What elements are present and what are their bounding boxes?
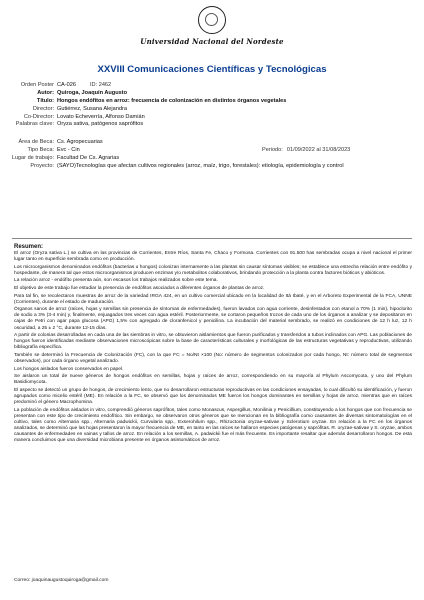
periodo-label: Periodo: [262, 147, 283, 154]
autor-label: Autor: [37, 89, 54, 96]
palabras-value: Oryza sativa, patógenos saprófitos [57, 121, 144, 128]
orden-poster-value: CA-026 [57, 82, 76, 88]
resumen-paragraph: Para tal fin, se recolectaron muestras de arroz de la variedad IRGA 424, en un cultivo comercial ubicado en la localidad de Itá Ibaté, y en el Arboreto Experimental de la FCA, UNNE (Corrientes), durante el estado de maduración. [14, 293, 412, 305]
autor-value: Quiroga, Joaquín Augusto [57, 89, 128, 96]
resumen-paragraph: El objetivo de este trabajo fue estudiar la presencia de endófitos asociados a diferentes órganos de plantas de arroz. [14, 286, 265, 292]
resumen-paragraph: Se aislaron un total de nueve géneros de hongos endófitos en semillas, hojas y raíces de arroz, correspondiendo en su mayoría al Phylum Ascomycota, y uno del Phylum Basidiomycota. [14, 374, 412, 386]
metadata-block [0, 82, 424, 179]
palabras-label: Palabras clave: [15, 121, 54, 128]
meta-row-autor [0, 90, 424, 98]
resumen-paragraph: Órganos sanos de arroz (raíces, hojas y semillas sin presencia de síntomas de enfermedades), fueron lavados con agua corriente, desinfestados con etanol a 70% (1 min), hipoclorito de sodio a 3% (3-4 min) y, finalmente, enjuagados tres veces con agua estéril. Posteriormente, se cortaron pequeños trozos de cada uno de los órganos a analizar y se depositaron en cajas de Petri con agar papa glucosa (APG) 1,5% con agregado de cloranfenicol y penicilina. La incubación del material sembrado, se realizó en condiciones de 12 h luz, 12 h oscuridad, a 25 ± 2 °C, durante 12-15 días. [14, 307, 412, 331]
section-divider [12, 238, 412, 239]
area-value: Cs. Agropecuarias [57, 139, 103, 146]
resumen-paragraph: Los hongos aislados fueron conservados en papel. [14, 366, 124, 372]
university-name: Universidad Nacional del Nordeste [140, 37, 284, 46]
titulo-label: Título: [36, 97, 54, 104]
tipo-label: Tipo Beca: [27, 147, 54, 154]
titulo-value: Hongos endófitos en arroz: frecuencia de colonización en distintos órganos vegetales [57, 97, 287, 104]
university-seal-icon [198, 6, 226, 34]
resumen-heading: Resumen: [14, 244, 44, 250]
codirector-value: Lovato Echeverría, Alfonso Damián [57, 113, 145, 120]
resumen-paragraph: También se determinó la Frecuencia de Colonización (FC), con la que FC = No/Nt ×100 (No: número de segmentos colonizados por cada hongo, Nt: número total de segmentos observados), por cada órgano vegetal analizado. [14, 352, 412, 364]
meta-row-titulo [0, 98, 424, 106]
proyecto-value: (SAYO)Tecnologías que afectan cultivos regionales (arroz, maíz, trigo, forestales): etiología, epidemiología y control [57, 163, 344, 170]
codirector-label: Co-Director: [23, 113, 54, 120]
meta-row-lugar [0, 155, 424, 163]
meta-row-director [0, 106, 424, 114]
lugar-value: Facultad De Cs. Agrarias [57, 155, 120, 162]
area-label: Área de Beca: [18, 139, 54, 146]
meta-row-palabras [0, 121, 424, 129]
resumen-paragraph: La relación arroz - endófito presenta aún, son escasos los trabajos realizados sobre este tema. [14, 278, 218, 284]
periodo-value: 01/09/2022 al 31/08/2023 [286, 147, 351, 154]
resumen-paragraph: El aspecto se detectó un grupo de hongos, de crecimiento lento, que no desarrollaron estructuras reproductivas en las condiciones ensayadas, lo cual dificultó su identificación, y fueron agrupados como micelio estéril (ME). En relación a la FC, se observó que los denominados ME fueron los hongos dominantes en semillas y hojas de arroz, mientras que en raíces predominó el género Macrophomina. [14, 387, 412, 406]
director-label: Director: [32, 105, 54, 112]
resumen-paragraph: El arroz (Oryza sativa L.) se cultiva en las provincias de Corrientes, Entre Ríos, Santa Fe, Chaco y Formosa. Corrientes con 91.500 has sembradas ocupa a nivel nacional el primer lugar tanto en superficie sembrada como en producción. [14, 251, 412, 263]
director-value: Gutiérrez, Susana Alejandra [57, 105, 127, 112]
meta-row-tipo [0, 147, 424, 155]
meta-row-orden [0, 82, 424, 90]
contact-email: Correo: joaquinaugustoquiroga@gmail.com [14, 578, 109, 583]
resumen-section [14, 244, 412, 446]
proyecto-label: Proyecto: [30, 163, 54, 170]
university-logo [138, 6, 286, 56]
resumen-paragraph: La población de endófitos aislados in vitro, comprendió géneros saprófitos, tales como Monascus, Aspergillus, Monilinia y Penicillium, constituyendo a los hongos que con frecuencia se presentan con este tipo de crecimiento endofítico. Sin embargo, se observaron otros géneros que se mencionan en la bibliografía como causantes de diversas sintomatologías en el cultivo, tales como Alternaria spp., Alternaria padwickii, Curvularia spp., Exserohilum spp., Rhizoctonia oryzae-sativae y Sclerotium oryzae. En relación a la FC en los órganos analizados, se determinó que las hojas presentaron la mayor frecuencia de ME, en tanto en las raíces se hallaron especies patógenas y saprófitas. R. oryzae-sativae y S. oryzae, ambos causantes de enfermedades en vainas y tallos de arroz. En relación a los semillas, A. padwickii fue el más frecuente. Es importante resaltar que además desarrollaron hongos. De esta manera concluimos que una diversidad microbiana presente en órganos asintomáticos de arroz. [14, 407, 412, 443]
resumen-paragraph: Los microorganismos denominados endófitos (bacterias u hongos) colonizan internamente a las plantas sin causar síntomas visibles; se establece una estrecha relación entre endófito y hospedante, de manera tal que estos microorganismos producen enzimas y/o metabolitos colaborativos, brindando protección a la planta contra factores bióticos y abióticos. [14, 264, 412, 276]
orden-poster-id: ID: 2462 [90, 82, 112, 88]
event-title: XXVIII Comunicaciones Científicas y Tecnológicas [97, 64, 327, 75]
meta-row-proyecto [0, 163, 424, 179]
tipo-value: Evc - Cin [57, 147, 80, 154]
meta-row-area [0, 139, 424, 147]
meta-row-codirector [0, 114, 424, 122]
resumen-paragraph: A partir de colonias desarrolladas en cada una de las siembras in vitro, se obtuvieron aislamientos que fueron purificados y transferidos a tubos inclinados con APG. Las poblaciones de hongos fueron identificadas mediante observaciones microscópicas sobre la base de características culturales y morfológicas de las estructuras vegetativas y reproductivas, utilizando bibliografía específica. [14, 333, 412, 351]
periodo-field [262, 147, 350, 155]
lugar-label: Lugar de trabajo: [11, 155, 54, 162]
orden-poster-label: Orden Poster [20, 82, 54, 88]
